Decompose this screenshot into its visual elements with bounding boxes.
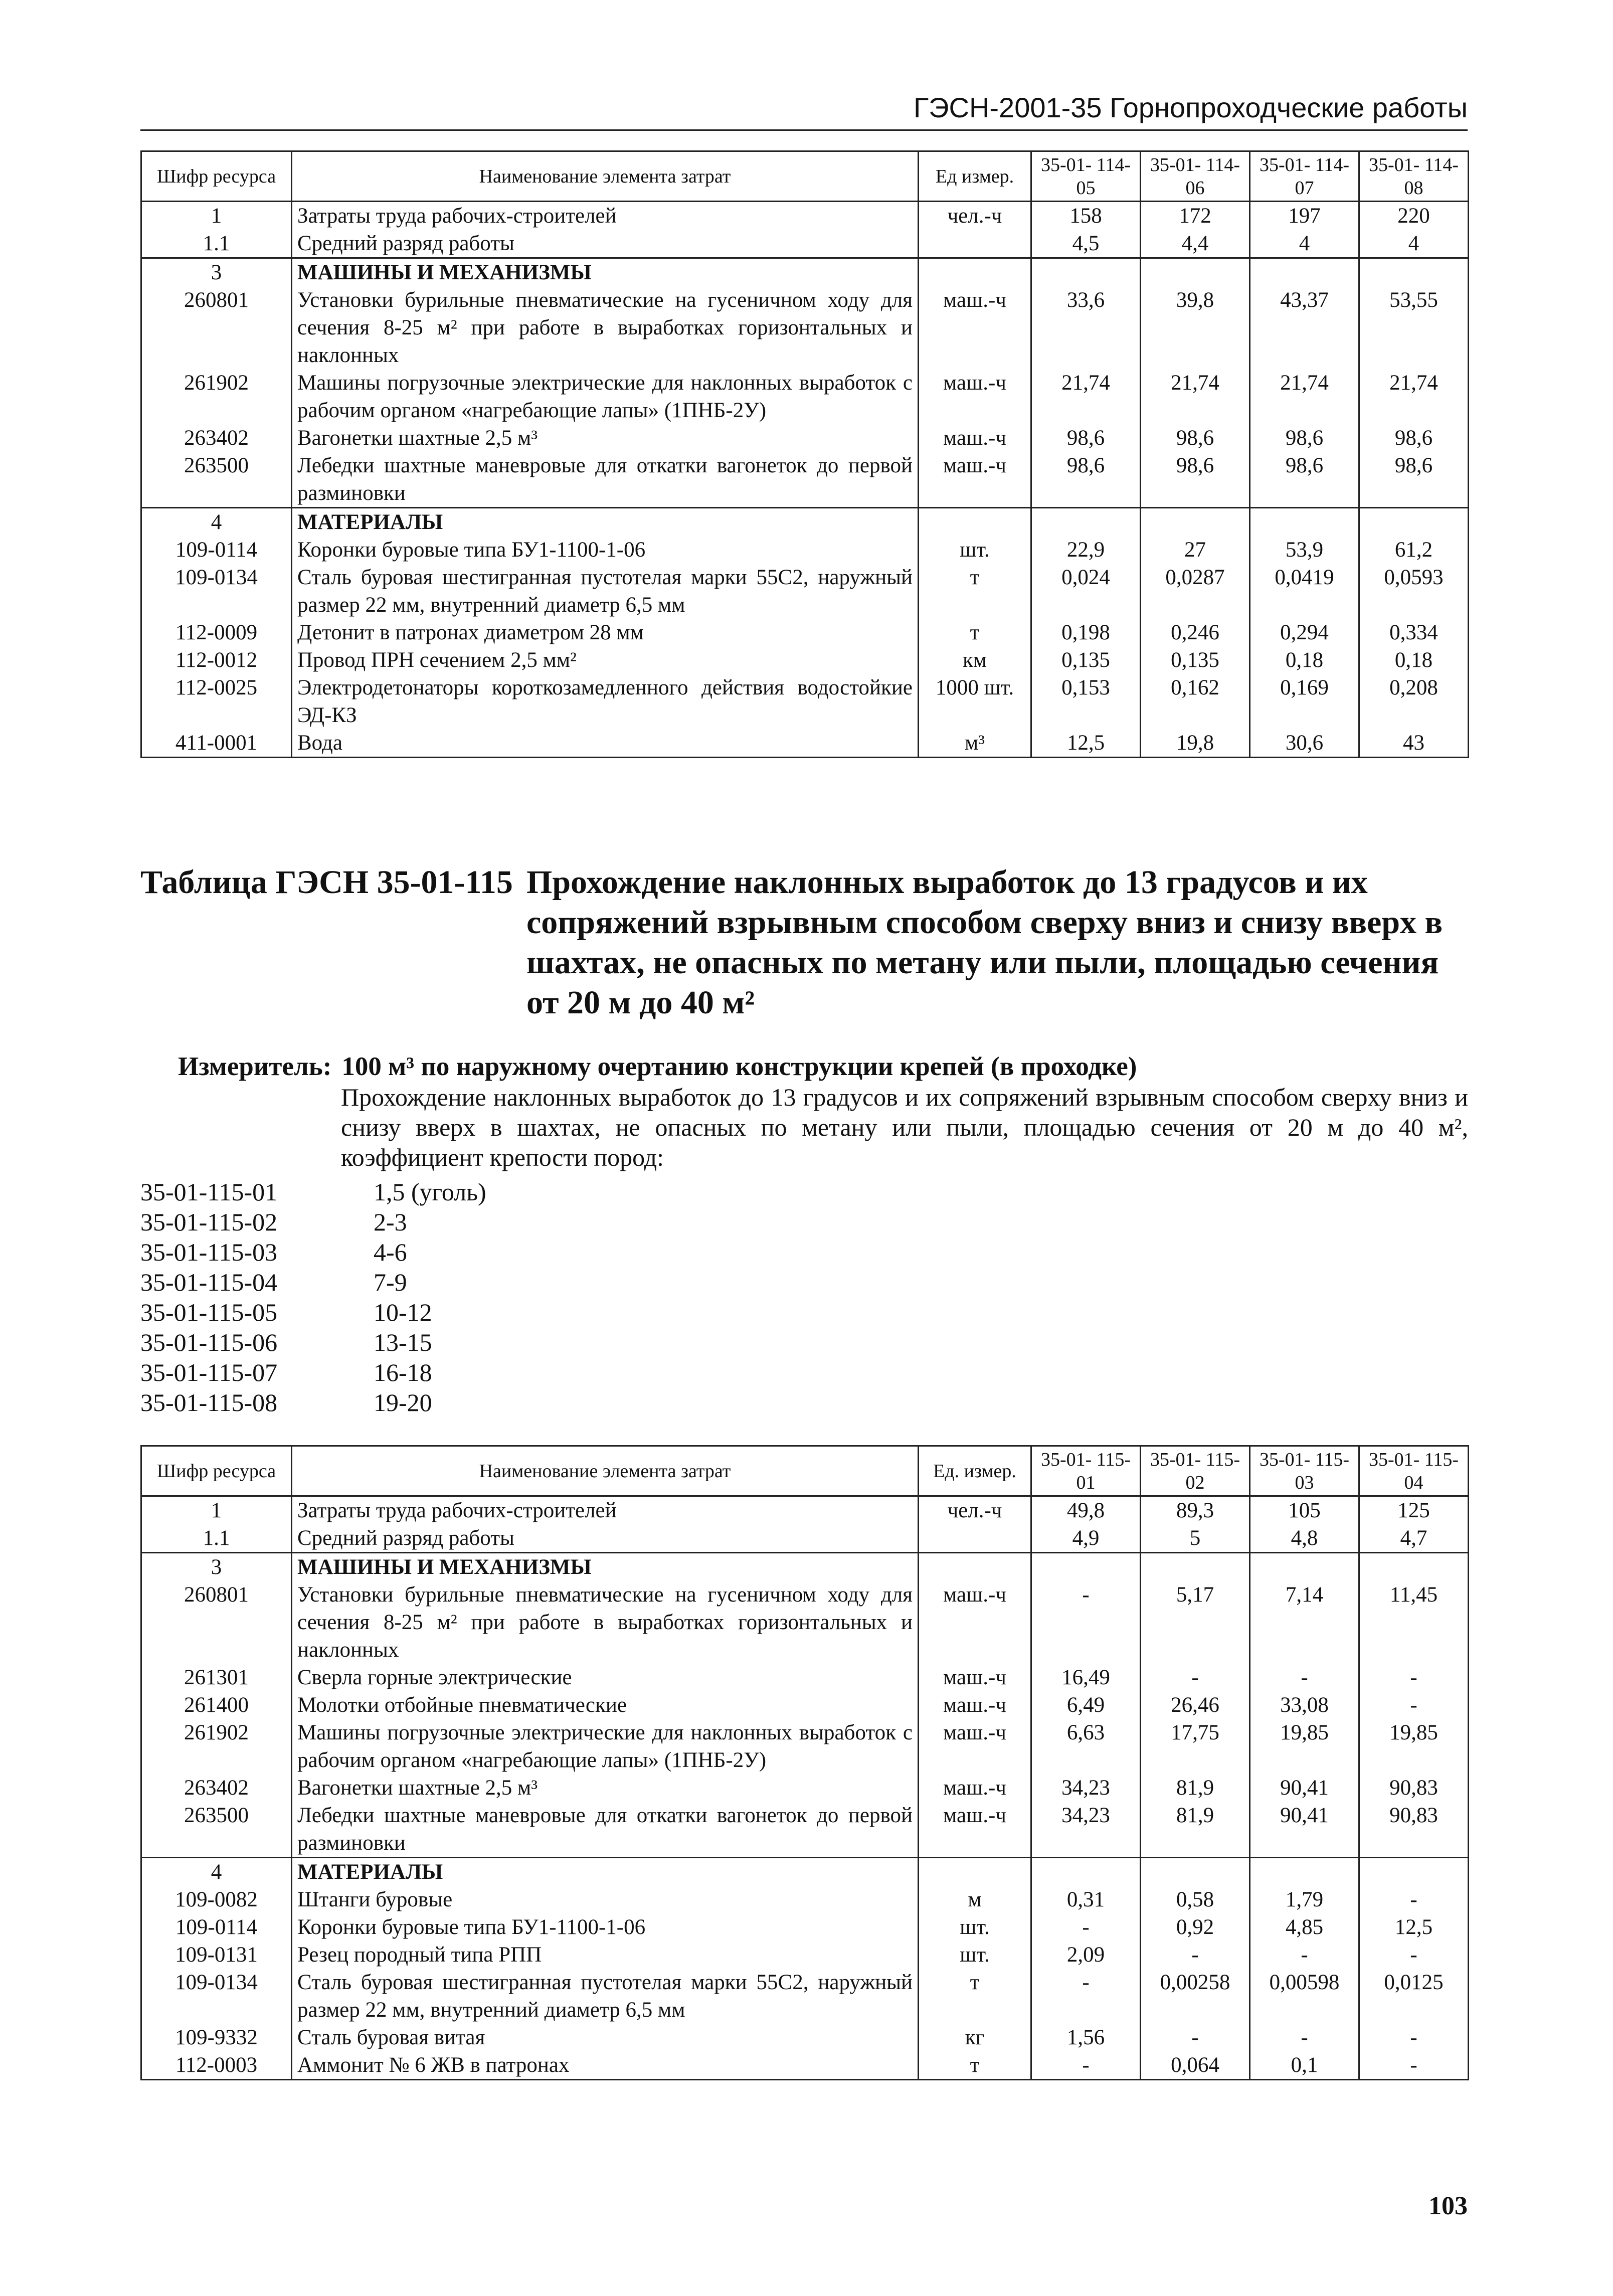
cost-element-name: Машины погрузочные электрические для наклонных выработок с рабочим органом «нагребающие лапы» (1ПНБ-2У) [292, 1719, 919, 1774]
cost-element-name: Электродетонаторы короткозамедленного действия водостойкие ЭД-КЗ [292, 674, 919, 729]
norm-value: 33,08 [1250, 1691, 1359, 1719]
norm-value: - [1250, 1664, 1359, 1691]
norm-value: - [1359, 2051, 1469, 2080]
table-row [141, 1913, 1469, 1941]
resource-code: 261902 [141, 1719, 292, 1774]
norm-value: 0,135 [1031, 646, 1141, 674]
norm-value: 90,83 [1359, 1774, 1469, 1802]
cost-element-name: Резец породный типа РПП [292, 1941, 919, 1969]
unit-of-measure: маш.-ч [919, 1719, 1031, 1774]
norm-value: 0,0419 [1250, 564, 1359, 619]
cost-element-name: Вагонетки шахтные 2,5 м³ [292, 424, 919, 452]
resource-table-115 [140, 1445, 1469, 2080]
norm-value: 0,162 [1141, 674, 1250, 729]
norm-value: 21,74 [1250, 369, 1359, 424]
table-row [141, 1802, 1469, 1858]
col-header-norm: 35-01- 115-01 [1031, 1446, 1141, 1496]
unit-of-measure: м [919, 1886, 1031, 1913]
unit-of-measure [919, 230, 1031, 258]
norm-value: 0,246 [1141, 619, 1250, 646]
norm-value [1250, 1858, 1359, 1886]
norm-code: 35-01-115-07 [140, 1358, 278, 1386]
resource-code: 109-0134 [141, 1969, 292, 2024]
unit-of-measure: км [919, 646, 1031, 674]
unit-of-measure [919, 508, 1031, 537]
norm-value: 43,37 [1250, 286, 1359, 369]
resource-code: 263402 [141, 1774, 292, 1802]
table-row [141, 564, 1469, 619]
table-header-row [141, 1446, 1469, 1496]
norm-value: 6,63 [1031, 1719, 1141, 1774]
norm-value: 1,79 [1250, 1886, 1359, 1913]
norm-value [1359, 258, 1469, 287]
table-row [141, 2024, 1469, 2051]
resource-code: 112-0009 [141, 619, 292, 646]
norm-value: - [1031, 1581, 1141, 1664]
norm-value: 5,17 [1141, 1581, 1250, 1664]
section-title: МАТЕРИАЛЫ [292, 508, 919, 537]
norm-value: 19,8 [1141, 729, 1250, 758]
section-row [141, 1553, 1469, 1581]
norm-code: 35-01-115-01 [140, 1178, 278, 1206]
norm-value: 197 [1250, 202, 1359, 230]
norm-value: 0,208 [1359, 674, 1469, 729]
resource-code: 3 [141, 1553, 292, 1581]
resource-table-114 [140, 150, 1469, 758]
norm-value: - [1031, 1969, 1141, 2024]
table-row [141, 536, 1469, 564]
cost-element-name: Сверла горные электрические [292, 1664, 919, 1691]
unit-of-measure: маш.-ч [919, 1802, 1031, 1858]
norm-code-item [140, 1327, 486, 1357]
norm-value: 16,49 [1031, 1664, 1141, 1691]
norm-value: 4,9 [1031, 1524, 1141, 1553]
norm-value: 0,1 [1250, 2051, 1359, 2080]
resource-code: 112-0012 [141, 646, 292, 674]
norm-code-item [140, 1207, 486, 1237]
norm-value: - [1359, 1664, 1469, 1691]
norm-value: 53,9 [1250, 536, 1359, 564]
norm-value: 98,6 [1031, 424, 1141, 452]
norm-value: 0,294 [1250, 619, 1359, 646]
norm-value: 220 [1359, 202, 1469, 230]
norm-value: 0,198 [1031, 619, 1141, 646]
cost-element-name: Аммонит № 6 ЖВ в патронах [292, 2051, 919, 2080]
section-title: МАШИНЫ И МЕХАНИЗМЫ [292, 1553, 919, 1581]
table-title [140, 862, 1468, 1023]
unit-of-measure: маш.-ч [919, 452, 1031, 508]
norm-code-list [140, 1177, 486, 1418]
norm-value: 27 [1141, 536, 1250, 564]
norm-code-item [140, 1267, 486, 1297]
norm-value: 90,41 [1250, 1774, 1359, 1802]
unit-of-measure: шт. [919, 1913, 1031, 1941]
col-header-norm: 35-01- 114-07 [1250, 151, 1359, 202]
norm-value [1359, 1553, 1469, 1581]
norm-value: 81,9 [1141, 1774, 1250, 1802]
norm-value: 49,8 [1031, 1496, 1141, 1525]
table-title-text: Прохождение наклонных выработок до 13 градусов и их сопряжений взрывным способом сверху вниз и снизу вверх в шахтах, не опасных по метану или пыли, площадью сечения от 20 м до 40 м² [526, 864, 1443, 1021]
cost-element-name: Вагонетки шахтные 2,5 м³ [292, 1774, 919, 1802]
resource-code: 1 [141, 1496, 292, 1525]
unit-of-measure [919, 1858, 1031, 1886]
norm-value: 12,5 [1359, 1913, 1469, 1941]
norm-value: 6,49 [1031, 1691, 1141, 1719]
unit-of-measure [919, 1524, 1031, 1553]
norm-value [1141, 258, 1250, 287]
norm-value [1031, 258, 1141, 287]
norm-value: 0,135 [1141, 646, 1250, 674]
rock-hardness: 4-6 [374, 1238, 407, 1266]
table-row [141, 674, 1469, 729]
unit-of-measure: т [919, 1969, 1031, 2024]
norm-value [1031, 1553, 1141, 1581]
cost-element-name: Коронки буровые типа БУ1-1100-1-06 [292, 536, 919, 564]
norm-value: 21,74 [1031, 369, 1141, 424]
cost-element-name: Детонит в патронах диаметром 28 мм [292, 619, 919, 646]
cost-element-name: Сталь буровая шестигранная пустотелая марки 55С2, наружный размер 22 мм, внутренний диаметр 6,5 мм [292, 1969, 919, 2024]
norm-value: 43 [1359, 729, 1469, 758]
table-row [141, 230, 1469, 258]
cost-element-name: Провод ПРН сечением 2,5 мм² [292, 646, 919, 674]
norm-value: 34,23 [1031, 1802, 1141, 1858]
cost-element-name: Молотки отбойные пневматические [292, 1691, 919, 1719]
norm-value [1141, 1553, 1250, 1581]
col-header-norm: 35-01- 115-02 [1141, 1446, 1250, 1496]
norm-value [1250, 258, 1359, 287]
norm-code: 35-01-115-05 [140, 1298, 278, 1326]
norm-value: 5 [1141, 1524, 1250, 1553]
norm-value: 98,6 [1359, 452, 1469, 508]
measure-description: Прохождение наклонных выработок до 13 градусов и их сопряжений взрывным способом сверху вниз и снизу вверх в шахтах, не опасных по метану или пыли, площадью сечения от 20 м до 40 м², коэффициент крепости пород: [341, 1083, 1468, 1171]
measure-line [178, 1050, 1137, 1083]
norm-value: 0,0287 [1141, 564, 1250, 619]
norm-code: 35-01-115-04 [140, 1268, 278, 1296]
rock-hardness: 1,5 (уголь) [374, 1178, 486, 1206]
resource-code: 109-0082 [141, 1886, 292, 1913]
cost-element-name: Затраты труда рабочих-строителей [292, 1496, 919, 1525]
unit-of-measure: маш.-ч [919, 369, 1031, 424]
norm-value: 98,6 [1250, 452, 1359, 508]
unit-of-measure: 1000 шт. [919, 674, 1031, 729]
norm-code-item [140, 1357, 486, 1387]
norm-value: 98,6 [1359, 424, 1469, 452]
table-row [141, 1886, 1469, 1913]
col-header-code: Шифр ресурса [141, 151, 292, 202]
section-row [141, 258, 1469, 287]
norm-value [1359, 508, 1469, 537]
norm-value: - [1141, 1941, 1250, 1969]
norm-value: - [1359, 2024, 1469, 2051]
cost-element-name: Сталь буровая шестигранная пустотелая марки 55С2, наружный размер 22 мм, внутренний диаметр 6,5 мм [292, 564, 919, 619]
cost-element-name: Средний разряд работы [292, 1524, 919, 1553]
norm-value [1141, 1858, 1250, 1886]
section-title: МАШИНЫ И МЕХАНИЗМЫ [292, 258, 919, 287]
resource-code: 1.1 [141, 1524, 292, 1553]
norm-value: 4,7 [1359, 1524, 1469, 1553]
norm-value: - [1359, 1941, 1469, 1969]
norm-value: 22,9 [1031, 536, 1141, 564]
cost-element-name: Сталь буровая витая [292, 2024, 919, 2051]
resource-code: 4 [141, 1858, 292, 1886]
norm-value: 0,00598 [1250, 1969, 1359, 2024]
unit-of-measure: маш.-ч [919, 1774, 1031, 1802]
col-header-code: Шифр ресурса [141, 1446, 292, 1496]
norm-code-item [140, 1177, 486, 1207]
table-row [141, 1691, 1469, 1719]
norm-value: 98,6 [1141, 452, 1250, 508]
norm-value: 105 [1250, 1496, 1359, 1525]
norm-value [1250, 1553, 1359, 1581]
norm-value: 4 [1359, 230, 1469, 258]
rock-hardness: 10-12 [374, 1298, 432, 1326]
norm-code: 35-01-115-08 [140, 1388, 278, 1417]
resource-code: 109-0134 [141, 564, 292, 619]
norm-value: 125 [1359, 1496, 1469, 1525]
norm-code-item [140, 1387, 486, 1418]
cost-element-name: Штанги буровые [292, 1886, 919, 1913]
norm-value: - [1141, 2024, 1250, 2051]
unit-of-measure: чел.-ч [919, 1496, 1031, 1525]
col-header-unit: Ед измер. [919, 151, 1031, 202]
resource-code: 261301 [141, 1664, 292, 1691]
section-row [141, 1858, 1469, 1886]
unit-of-measure: шт. [919, 536, 1031, 564]
norm-value: 4,5 [1031, 230, 1141, 258]
norm-code: 35-01-115-06 [140, 1328, 278, 1356]
norm-value: - [1359, 1886, 1469, 1913]
norm-value: 0,31 [1031, 1886, 1141, 1913]
norm-value [1031, 508, 1141, 537]
col-header-norm: 35-01- 114-08 [1359, 151, 1469, 202]
norm-value: 26,46 [1141, 1691, 1250, 1719]
unit-of-measure: чел.-ч [919, 202, 1031, 230]
resource-code: 1.1 [141, 230, 292, 258]
norm-value: - [1141, 1664, 1250, 1691]
table-row [141, 1774, 1469, 1802]
resource-code: 109-9332 [141, 2024, 292, 2051]
norm-value: 19,85 [1250, 1719, 1359, 1774]
norm-value [1031, 1858, 1141, 1886]
col-header-name: Наименование элемента затрат [292, 151, 919, 202]
col-header-norm: 35-01- 114-05 [1031, 151, 1141, 202]
resource-code: 109-0131 [141, 1941, 292, 1969]
table-row [141, 619, 1469, 646]
table-row [141, 2051, 1469, 2080]
norm-value: 4 [1250, 230, 1359, 258]
col-header-norm: 35-01- 115-04 [1359, 1446, 1469, 1496]
section-row [141, 508, 1469, 537]
unit-of-measure: м³ [919, 729, 1031, 758]
resource-code: 109-0114 [141, 536, 292, 564]
norm-value: - [1031, 1913, 1141, 1941]
norm-code: 35-01-115-03 [140, 1238, 278, 1266]
unit-of-measure: т [919, 619, 1031, 646]
norm-value: 4,4 [1141, 230, 1250, 258]
norm-value: 11,45 [1359, 1581, 1469, 1664]
norm-value: 34,23 [1031, 1774, 1141, 1802]
resource-code: 263402 [141, 424, 292, 452]
cost-element-name: Средний разряд работы [292, 230, 919, 258]
table-row [141, 1524, 1469, 1553]
unit-of-measure [919, 1553, 1031, 1581]
col-header-name: Наименование элемента затрат [292, 1446, 919, 1496]
cost-element-name: Лебедки шахтные маневровые для откатки вагонеток до первой разминовки [292, 452, 919, 508]
norm-value [1250, 508, 1359, 537]
table-title-prefix: Таблица ГЭСН 35-01-115 [140, 864, 513, 901]
norm-value: 89,3 [1141, 1496, 1250, 1525]
cost-element-name: Установки бурильные пневматические на гусеничном ходу для сечения 8-25 м² при работе в выработках горизонтальных и наклонных [292, 1581, 919, 1664]
norm-value: 0,064 [1141, 2051, 1250, 2080]
table-row [141, 1941, 1469, 1969]
norm-value: 7,14 [1250, 1581, 1359, 1664]
resource-code: 4 [141, 508, 292, 537]
norm-value: 98,6 [1250, 424, 1359, 452]
norm-value: 12,5 [1031, 729, 1141, 758]
table-row [141, 1719, 1469, 1774]
norm-value [1141, 508, 1250, 537]
norm-value: 0,169 [1250, 674, 1359, 729]
resource-code: 260801 [141, 1581, 292, 1664]
norm-value: - [1250, 1941, 1359, 1969]
table-row [141, 1664, 1469, 1691]
norm-value: 0,334 [1359, 619, 1469, 646]
unit-of-measure: маш.-ч [919, 1581, 1031, 1664]
norm-value: 0,0593 [1359, 564, 1469, 619]
norm-value: 0,92 [1141, 1913, 1250, 1941]
resource-code: 261902 [141, 369, 292, 424]
table-header-row [141, 151, 1469, 202]
unit-of-measure: т [919, 564, 1031, 619]
norm-value: - [1031, 2051, 1141, 2080]
unit-of-measure: маш.-ч [919, 424, 1031, 452]
norm-value: 0,18 [1250, 646, 1359, 674]
table-row [141, 452, 1469, 508]
section-title: МАТЕРИАЛЫ [292, 1858, 919, 1886]
resource-code: 109-0114 [141, 1913, 292, 1941]
table-row [141, 1581, 1469, 1664]
resource-code: 261400 [141, 1691, 292, 1719]
norm-value: 81,9 [1141, 1802, 1250, 1858]
unit-of-measure: шт. [919, 1941, 1031, 1969]
resource-code: 263500 [141, 452, 292, 508]
norm-value: 172 [1141, 202, 1250, 230]
rock-hardness: 19-20 [374, 1388, 432, 1417]
norm-value: 4,8 [1250, 1524, 1359, 1553]
rock-hardness: 16-18 [374, 1358, 432, 1386]
page-number: 103 [1428, 2192, 1468, 2220]
rock-hardness: 7-9 [374, 1268, 407, 1296]
measure-value: 100 м³ по наружному очертанию конструкции крепей (в проходке) [341, 1052, 1137, 1081]
norm-value: 39,8 [1141, 286, 1250, 369]
norm-value: 0,024 [1031, 564, 1141, 619]
table-row [141, 1969, 1469, 2024]
unit-of-measure: маш.-ч [919, 286, 1031, 369]
cost-element-name: Лебедки шахтные маневровые для откатки вагонеток до первой разминовки [292, 1802, 919, 1858]
norm-value: 17,75 [1141, 1719, 1250, 1774]
cost-element-name: Затраты труда рабочих-строителей [292, 202, 919, 230]
table-row [141, 424, 1469, 452]
table-row [141, 286, 1469, 369]
norm-value: 158 [1031, 202, 1141, 230]
norm-value: 98,6 [1031, 452, 1141, 508]
norm-value: 1,56 [1031, 2024, 1141, 2051]
norm-value: 98,6 [1141, 424, 1250, 452]
norm-value: 0,58 [1141, 1886, 1250, 1913]
norm-value: 2,09 [1031, 1941, 1141, 1969]
cost-element-name: Установки бурильные пневматические на гусеничном ходу для сечения 8-25 м² при работе в выработках горизонтальных и наклонных [292, 286, 919, 369]
resource-code: 411-0001 [141, 729, 292, 758]
norm-value: 53,55 [1359, 286, 1469, 369]
resource-code: 112-0025 [141, 674, 292, 729]
norm-code-item [140, 1297, 486, 1327]
norm-value: 0,0125 [1359, 1969, 1469, 2024]
resource-code: 260801 [141, 286, 292, 369]
norm-value: 90,41 [1250, 1802, 1359, 1858]
norm-value: 21,74 [1359, 369, 1469, 424]
col-header-norm: 35-01- 115-03 [1250, 1446, 1359, 1496]
running-header: ГЭСН-2001-35 Горнопроходческие работы [140, 90, 1468, 131]
rock-hardness: 13-15 [374, 1328, 432, 1356]
col-header-norm: 35-01- 114-06 [1141, 151, 1250, 202]
norm-value: 0,00258 [1141, 1969, 1250, 2024]
unit-of-measure: маш.-ч [919, 1691, 1031, 1719]
norm-value: 90,83 [1359, 1802, 1469, 1858]
table-row [141, 646, 1469, 674]
norm-value: - [1250, 2024, 1359, 2051]
resource-code: 1 [141, 202, 292, 230]
table-row [141, 1496, 1469, 1525]
norm-value: 21,74 [1141, 369, 1250, 424]
norm-value: 4,85 [1250, 1913, 1359, 1941]
rock-hardness: 2-3 [374, 1208, 407, 1236]
resource-code: 263500 [141, 1802, 292, 1858]
norm-value: 61,2 [1359, 536, 1469, 564]
resource-code: 3 [141, 258, 292, 287]
measure-label: Измеритель: [178, 1052, 332, 1081]
table-row [141, 369, 1469, 424]
unit-of-measure: т [919, 2051, 1031, 2080]
col-header-unit: Ед. измер. [919, 1446, 1031, 1496]
cost-element-name: Коронки буровые типа БУ1-1100-1-06 [292, 1913, 919, 1941]
norm-value: 33,6 [1031, 286, 1141, 369]
norm-code: 35-01-115-02 [140, 1208, 278, 1236]
table-row [141, 729, 1469, 758]
norm-value: 0,18 [1359, 646, 1469, 674]
resource-code: 112-0003 [141, 2051, 292, 2080]
unit-of-measure [919, 258, 1031, 287]
norm-value: 19,85 [1359, 1719, 1469, 1774]
table-row [141, 202, 1469, 230]
unit-of-measure: кг [919, 2024, 1031, 2051]
norm-code-item [140, 1237, 486, 1267]
cost-element-name: Вода [292, 729, 919, 758]
unit-of-measure: маш.-ч [919, 1664, 1031, 1691]
norm-value: 0,153 [1031, 674, 1141, 729]
cost-element-name: Машины погрузочные электрические для наклонных выработок с рабочим органом «нагребающие лапы» (1ПНБ-2У) [292, 369, 919, 424]
norm-value: - [1359, 1691, 1469, 1719]
norm-value: 30,6 [1250, 729, 1359, 758]
norm-value [1359, 1858, 1469, 1886]
